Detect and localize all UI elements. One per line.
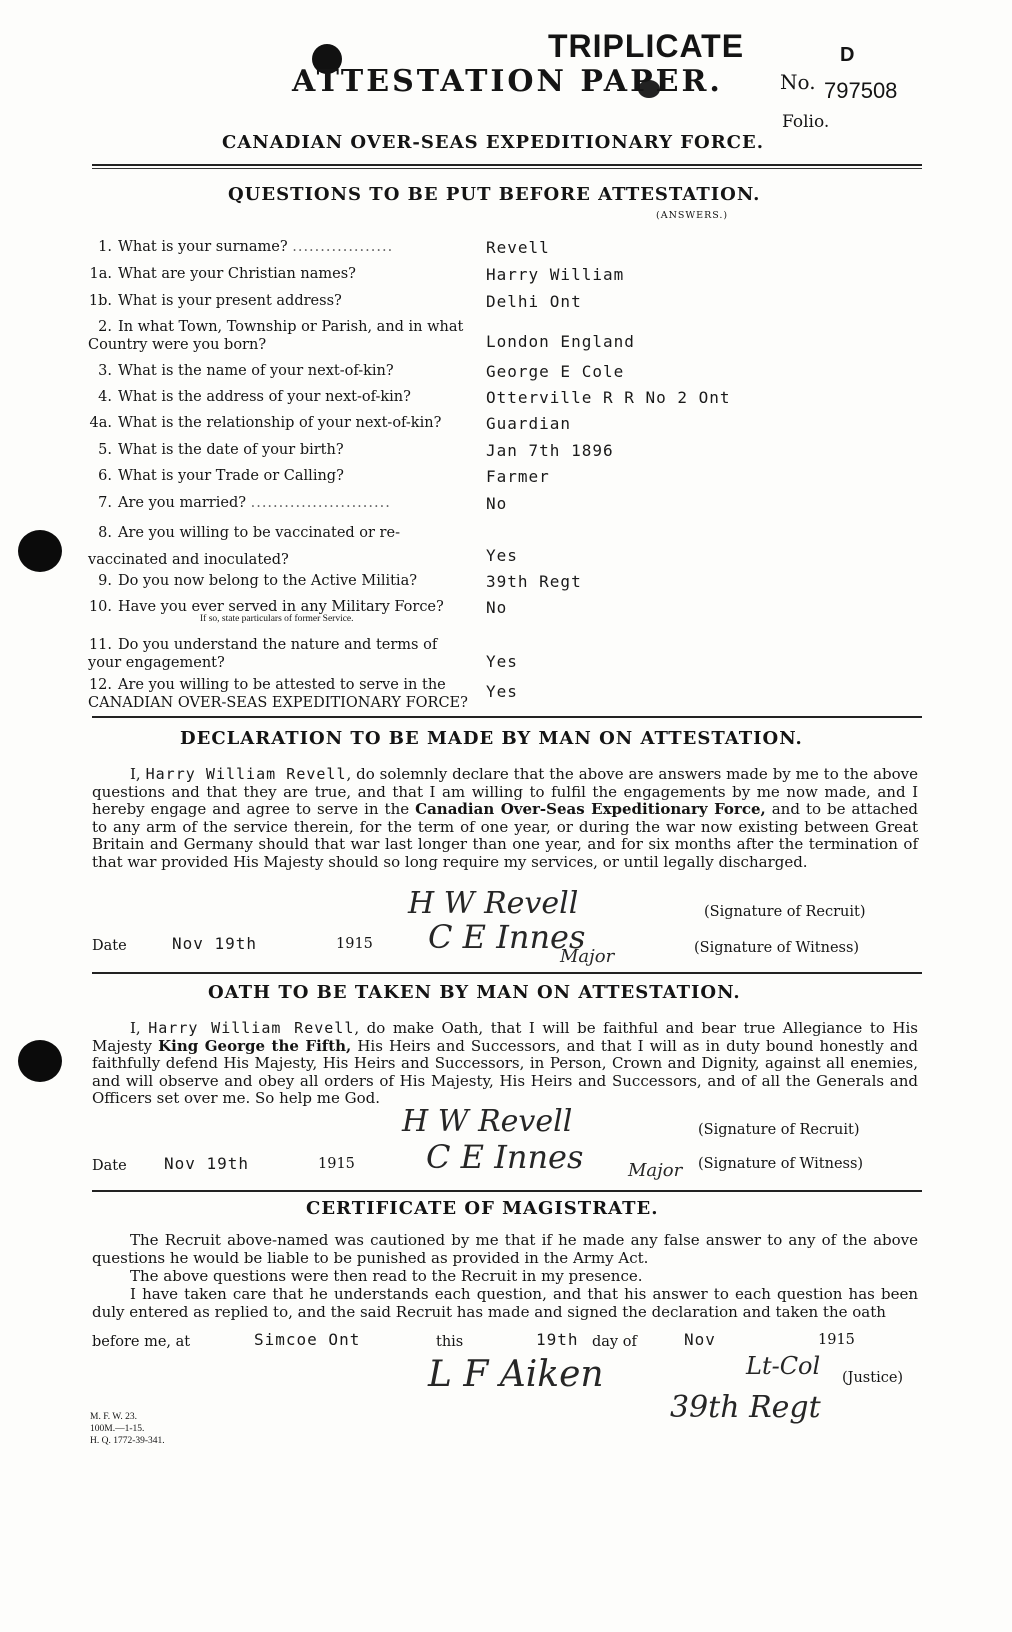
- question-4a: 4a. What is the relationship of your next-of-kin?: [89, 415, 442, 431]
- question-8: 8. Are you willing to be vaccinated or re-vaccinated and inoculated?: [88, 525, 400, 568]
- question-7: 7. Are you married? .........................: [98, 495, 391, 511]
- oath-name: Harry William Revell: [148, 1019, 355, 1037]
- attestation-year: 1915: [818, 1332, 855, 1348]
- punch-hole: [18, 1040, 62, 1082]
- question-1b: 1b. What is your present address?: [88, 293, 342, 309]
- witness-rank: Major: [628, 1160, 683, 1181]
- day-of-label: day of: [592, 1334, 637, 1350]
- answer-10: No: [486, 598, 508, 617]
- answer-4: Otterville R R No 2 Ont: [486, 388, 731, 407]
- oath-text: I, Harry William Revell, do make Oath, that I will be faithful and bear true Allegiance to His Majesty King George the Fifth, His Heirs and Successors, and that I will as in duty bound honestly and faithfully defend His Majesty, His Heirs and Successors, in Person, Crown and Dignity, against all enemies, and will observe and obey all orders of His Majesty, His Heirs and Successors, and of all the Generals and Officers set over me. So help me God.: [92, 1019, 918, 1107]
- question-9: 9. Do you now belong to the Active Militia?: [98, 573, 417, 589]
- witness-signature: C E Innes: [428, 918, 586, 956]
- date-label: Date: [92, 938, 127, 954]
- question-12: 12. Are you willing to be attested to serve in the CANADIAN OVER-SEAS EXPEDITIONARY FORCE?: [88, 677, 468, 711]
- justice-label: (Justice): [842, 1370, 904, 1386]
- section-rule: [92, 1190, 922, 1192]
- question-10: 10. Have you ever served in any Military Force?: [88, 599, 444, 615]
- certificate-heading: CERTIFICATE OF MAGISTRATE.: [306, 1198, 659, 1219]
- answer-1a: Harry William: [486, 265, 625, 284]
- letter-code: D: [840, 44, 855, 66]
- answer-12: Yes: [486, 682, 518, 701]
- header-rule: [92, 164, 922, 166]
- hq-reference: H. Q. 1772-39-341.: [90, 1436, 165, 1446]
- date-label: Date: [92, 1158, 127, 1174]
- answer-8: Yes: [486, 546, 518, 565]
- declaration-date: Nov 19th: [172, 934, 258, 953]
- witness-signature-label: (Signature of Witness): [694, 940, 860, 956]
- section-rule: [92, 716, 922, 718]
- question-1a: 1a. What are your Christian names?: [89, 266, 356, 282]
- before-me-label: before me, at: [92, 1334, 191, 1350]
- regimental-number: 797508: [824, 78, 898, 103]
- certificate-paragraph: The Recruit above-named was cautioned by me that if he made any false answer to any of the above questions he would be liable to be punished as provided in the Army Act.: [92, 1231, 918, 1267]
- answer-5: Jan 7th 1896: [486, 441, 614, 460]
- certificate-paragraph: I have taken care that he understands each question, and that his answer to each question has been duly entered as replied to, and the said Recruit has made and signed the declaration and taken the oath: [92, 1285, 918, 1321]
- folio-label: Folio.: [782, 112, 830, 132]
- this-label: this: [436, 1334, 464, 1350]
- question-5: 5. What is the date of your birth?: [98, 442, 344, 458]
- attestation-day: 19th: [536, 1330, 579, 1349]
- answer-1: Revell: [486, 238, 550, 257]
- answer-2: London England: [486, 332, 635, 351]
- question-1: 1. What is your surname? ..................: [98, 239, 394, 255]
- declaration-year: 1915: [336, 936, 373, 952]
- justice-unit: 39th Regt: [670, 1390, 821, 1425]
- answer-3: George E Cole: [486, 362, 625, 381]
- form-number: M. F. W. 23.: [90, 1412, 138, 1422]
- attestation-month: Nov: [684, 1330, 716, 1349]
- certificate-paragraph: The above questions were then read to the Recruit in my presence.: [130, 1267, 643, 1285]
- witness-signature-label: (Signature of Witness): [698, 1156, 864, 1172]
- answers-label: (ANSWERS.): [656, 210, 729, 221]
- recruit-signature: H W Revell: [402, 1104, 573, 1139]
- witness-signature: C E Innes: [426, 1138, 584, 1176]
- declaration-name: Harry William Revell: [145, 765, 347, 783]
- declaration-heading: DECLARATION TO BE MADE BY MAN ON ATTESTATION.: [180, 728, 803, 749]
- question-3: 3. What is the name of your next-of-kin?: [98, 363, 394, 379]
- questions-heading: QUESTIONS TO BE PUT BEFORE ATTESTATION.: [228, 184, 761, 205]
- document-subtitle: CANADIAN OVER-SEAS EXPEDITIONARY FORCE.: [222, 132, 764, 153]
- witness-rank: Major: [560, 946, 615, 967]
- header-rule: [92, 168, 922, 169]
- question-2: 2. In what Town, Township or Parish, and in what Country were you born?: [88, 319, 464, 353]
- answer-7: No: [486, 494, 508, 513]
- oath-year: 1915: [318, 1156, 355, 1172]
- oath-heading: OATH TO BE TAKEN BY MAN ON ATTESTATION.: [208, 982, 741, 1003]
- justice-signature: L F Aiken: [428, 1354, 604, 1395]
- recruit-signature-label: (Signature of Recruit): [698, 1122, 860, 1138]
- number-label: No.: [780, 70, 816, 94]
- attestation-place: Simcoe Ont: [254, 1330, 361, 1349]
- section-rule: [92, 972, 922, 974]
- question-10-note: If so, state particulars of former Service.: [200, 614, 354, 624]
- answer-9: 39th Regt: [486, 572, 582, 591]
- question-6: 6. What is your Trade or Calling?: [98, 468, 344, 484]
- punch-hole: [18, 530, 62, 572]
- question-4: 4. What is the address of your next-of-kin?: [98, 389, 411, 405]
- document-title: ATTESTATION PAPER.: [292, 64, 723, 99]
- answer-11: Yes: [486, 652, 518, 671]
- question-11: 11. Do you understand the nature and terms of your engagement?: [88, 637, 438, 671]
- print-run: 100M.—1-15.: [90, 1424, 145, 1434]
- oath-date: Nov 19th: [164, 1154, 250, 1173]
- triplicate-stamp: TRIPLICATE: [548, 28, 745, 64]
- recruit-signature-label: (Signature of Recruit): [704, 904, 866, 920]
- answer-6: Farmer: [486, 467, 550, 486]
- recruit-signature: H W Revell: [408, 886, 579, 921]
- justice-title: Lt-Col: [746, 1352, 821, 1380]
- answer-4a: Guardian: [486, 414, 572, 433]
- answer-1b: Delhi Ont: [486, 292, 582, 311]
- declaration-text: I, Harry William Revell, do solemnly declare that the above are answers made by me to the above questions and that they are true, and that I am willing to fulfil the engagements by me now made, and I hereby engage and agree to serve in the Canadian Over-Seas Expeditionary Force, and to be attached to any arm of the service therein, for the term of one year, or during the war now existing between Great Britain and Germany should that war last longer than one year, and for six months after the termination of that war provided His Majesty should so long require my services, or until legally discharged.: [92, 765, 919, 871]
